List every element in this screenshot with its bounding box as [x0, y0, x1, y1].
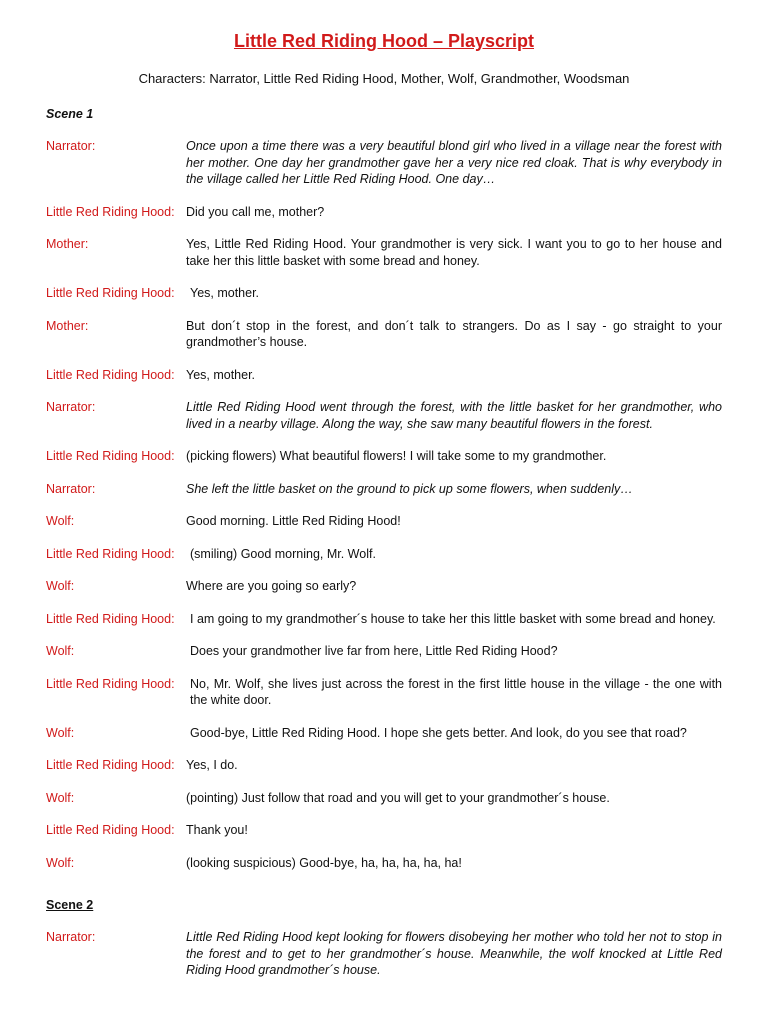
- page-title: Little Red Riding Hood – Playscript: [233, 31, 535, 51]
- speaker-label: Wolf:: [46, 790, 75, 805]
- script-line: [46, 513, 722, 530]
- script-line: [46, 399, 722, 432]
- characters-list: Characters: Narrator, Little Red Riding Hood, Mother, Wolf, Grandmother, Woodsman: [138, 71, 630, 86]
- dialogue-text: Yes, Little Red Riding Hood. Your grandmother is very sick. I want you to go to her house and take her this little basket with some bread and honey.: [186, 237, 722, 268]
- script-line: [46, 676, 722, 709]
- speaker-label: Mother:: [46, 237, 89, 251]
- speaker-label: Mother:: [46, 318, 89, 333]
- dialogue-text: Yes, mother.: [190, 286, 260, 300]
- speaker-label: Little Red Riding Hood:: [46, 823, 175, 837]
- dialogue-text: Yes, I do.: [186, 758, 238, 772]
- speaker-label: Wolf:: [46, 855, 75, 870]
- script-line: [46, 790, 722, 807]
- script-line: [46, 757, 722, 774]
- narration-text: She left the little basket on the ground to pick up some flowers, when suddenly…: [186, 481, 633, 496]
- dialogue-text: Where are you going so early?: [186, 579, 357, 593]
- speaker-label: Narrator:: [46, 930, 96, 944]
- script-line: [46, 318, 722, 351]
- speaker-label: Little Red Riding Hood:: [46, 546, 175, 561]
- script-line: [46, 929, 722, 979]
- script-line: [46, 481, 722, 498]
- script-line: [46, 578, 722, 595]
- dialogue-text: I am going to my grandmother´s house to take her this little basket with some bread and honey.: [190, 611, 716, 626]
- dialogue-text: Good-bye, Little Red Riding Hood. I hope she gets better. And look, do you see that road?: [190, 725, 687, 740]
- narration-text: Little Red Riding Hood kept looking for flowers disobeying her mother who told her not to stop in the forest and to get to her grandmother´s house. Meanwhile, the wolf knocked at Little Red Riding Hood grandmother´s house.: [186, 930, 722, 977]
- speaker-label: Wolf:: [46, 725, 75, 740]
- script-line: [46, 285, 722, 302]
- speaker-label: Little Red Riding Hood:: [46, 676, 175, 691]
- script-line: [46, 725, 722, 742]
- script-line: [46, 448, 722, 465]
- narration-text: Little Red Riding Hood went through the forest, with the little basket for her grandmother, who lived in a nearby village. Along the way, she saw many beautiful flowers in the forest.: [186, 400, 722, 431]
- dialogue-text: Does your grandmother live far from here, Little Red Riding Hood?: [190, 644, 558, 658]
- script-line: [46, 138, 722, 188]
- script-line: [46, 822, 722, 839]
- dialogue-text: But don´t stop in the forest, and don´t talk to strangers. Do as I say - go straight to your grandmother’s house.: [186, 318, 722, 349]
- speaker-label: Little Red Riding Hood:: [46, 449, 175, 463]
- dialogue-text: Thank you!: [186, 823, 248, 837]
- dialogue-text: (pointing) Just follow that road and you will get to your grandmother´s house.: [186, 790, 610, 805]
- speaker-label: Little Red Riding Hood:: [46, 204, 175, 219]
- speaker-label: Little Red Riding Hood:: [46, 758, 175, 772]
- scene-1-heading: Scene 1: [46, 107, 94, 121]
- script-line: [46, 546, 722, 563]
- script-line: [46, 367, 722, 384]
- narration-text: Once upon a time there was a very beautiful blond girl who lived in a village near the forest with her mother. One day her grandmother gave her a very nice red cloak. That is why everybody in the village called her Little Red Riding Hood. One day…: [186, 139, 722, 186]
- speaker-label: Narrator:: [46, 400, 96, 414]
- dialogue-text: Did you call me, mother?: [186, 204, 325, 219]
- dialogue-text: No, Mr. Wolf, she lives just across the forest in the first little house in the village - the one with the white door.: [190, 676, 722, 707]
- dialogue-text: (smiling) Good morning, Mr. Wolf.: [190, 546, 376, 561]
- speaker-label: Little Red Riding Hood:: [46, 611, 175, 626]
- script-line: [46, 643, 722, 660]
- speaker-label: Wolf:: [46, 644, 75, 658]
- script-line: [46, 611, 722, 628]
- speaker-label: Little Red Riding Hood:: [46, 286, 175, 300]
- speaker-label: Little Red Riding Hood:: [46, 367, 175, 382]
- dialogue-text: Good morning. Little Red Riding Hood!: [186, 514, 401, 528]
- speaker-label: Wolf:: [46, 514, 75, 528]
- speaker-label: Narrator:: [46, 481, 96, 496]
- scene-2-heading: Scene 2: [46, 898, 94, 912]
- script-line: [46, 204, 722, 221]
- speaker-label: Narrator:: [46, 139, 96, 153]
- script-line: [46, 855, 722, 872]
- speaker-label: Wolf:: [46, 579, 75, 593]
- script-line: [46, 236, 722, 269]
- dialogue-text: Yes, mother.: [186, 367, 256, 382]
- dialogue-text: (looking suspicious) Good-bye, ha, ha, ha, ha, ha!: [186, 855, 462, 870]
- dialogue-text: (picking flowers) What beautiful flowers! I will take some to my grandmother.: [186, 449, 607, 463]
